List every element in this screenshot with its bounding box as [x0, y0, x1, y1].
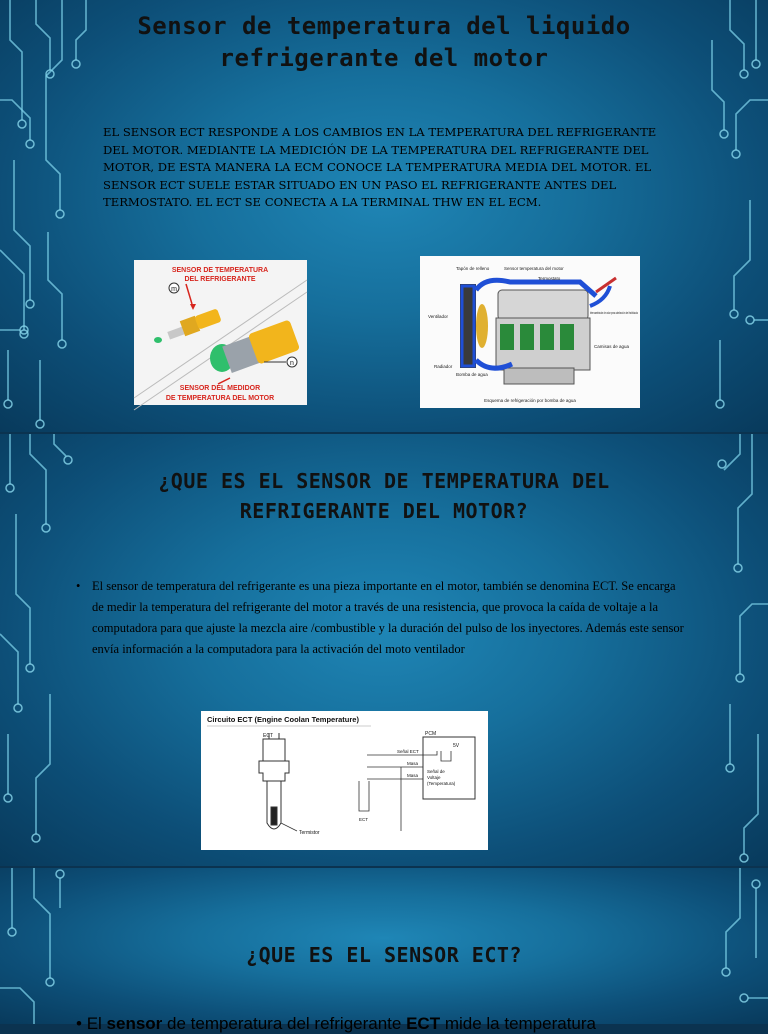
label-camisas: Camisas de agua [594, 344, 630, 349]
slide-1-body-text: EL SENSOR ECT RESPONDE A LOS CAMBIOS EN LA TEMPERATURA DEL REFRIGERANTE DEL MOTOR. MEDIANTE LA MEDICIÓN DE LA TEMPERATURA DEL REFRIGERANTE DEL MOTOR, DE ESTA MANERA LA ECM CONOCE LA TEMPERATURA MEDIA DEL MOTOR. EL SENSOR ECT SUELE ESTAR SITUADO EN UN PASO EL REFRIGERANTE ANTES DEL TERMOSTATO. EL ECT SE CONECTA A LA TERMINAL THW EN EL ECM. [103, 125, 657, 209]
ect-label: ECT [263, 733, 273, 739]
slide-1 [0, 0, 768, 432]
ect-sensor-image [134, 260, 307, 405]
engine-head-shape [498, 290, 588, 320]
slide-3-title: ¿QUE ES EL SENSOR ECT? [246, 943, 522, 967]
slide-2-bullet [76, 576, 686, 660]
slide-2-bullet-text: El sensor de temperatura del refrigerante es una pieza importante en el motor, también se denomina ECT. Se encarga de medir la temperatura del refrigerante del motor a través de una resistencia, que provoca la caída de voltaje a la computadora para que ajuste la mezcla aire /combustible y la duración del pulso de los inyectores. Además este sensor envía información a la computadora para la activación del moto ventilador [92, 579, 684, 656]
slide-2-title [0, 466, 768, 526]
ect-sensor-illustration [134, 260, 307, 405]
signal-label: Señal ECT [397, 749, 419, 754]
cooling-system-illustration [420, 256, 640, 408]
bullet-dot: • [76, 1014, 82, 1033]
slide-1-title-line-1: Sensor de temperatura del liquido [137, 12, 631, 40]
slide-3-bullet-bold-1: sensor [106, 1014, 163, 1033]
marker-n: n [290, 360, 294, 367]
cooling-caption: Esquema de refrigeración por bomba de agua [484, 398, 576, 403]
output-label-1: Señal de [427, 769, 445, 774]
slide-3-bullet-mid: de temperatura del refrigerante [162, 1014, 407, 1033]
sensor-bottom-label-1: SENSOR DEL MEDIDOR [179, 385, 261, 392]
pcm-label: PCM [425, 731, 437, 737]
ect-circuit-diagram [201, 711, 488, 850]
termistor-label: Termistor [299, 830, 320, 836]
output-label-3: (Temperatura) [427, 781, 456, 786]
cooling-system-image [420, 256, 640, 408]
label-bomba: Bomba de agua [456, 372, 488, 377]
label-sensor: Sensor temperatura del motor [504, 266, 564, 271]
marker-m: m [171, 286, 177, 293]
slide-1-title [0, 10, 768, 74]
output-label-2: Voltaje [427, 775, 441, 780]
slide-3-bullet-bold-2: ECT [406, 1014, 441, 1033]
bullet-dot: • [76, 579, 81, 593]
slide-1-title-line-2: refrigerante del motor [219, 44, 549, 72]
slide-2-title-line-2: REFRIGERANTE DEL MOTOR? [239, 499, 529, 523]
ect-circuit-illustration [201, 711, 488, 850]
label-intercambiador: Intercambiador de calor para calefacción del habitáculo [590, 310, 639, 315]
label-tapon: Tapón de relleno [456, 266, 490, 271]
ect-small-label: ECT [359, 817, 368, 822]
voltage-label: 5V [453, 743, 460, 749]
ground2-label: Masa [407, 773, 419, 778]
sensor-top-label-1: SENSOR DE TEMPERATURA [171, 267, 269, 274]
slide-3-bullet [76, 1014, 596, 1034]
sensor-bottom-label-2: DE TEMPERATURA DEL MOTOR [165, 395, 275, 402]
slide-2 [0, 434, 768, 866]
slide-3 [0, 868, 768, 1033]
label-ventilador: Ventilador [428, 314, 449, 319]
slide-3-bullet-start: El [86, 1014, 107, 1033]
diagram-title: Circuito ECT (Engine Coolan Temperature) [207, 715, 359, 724]
slide-3-bullet-end: mide la temperatura [440, 1014, 596, 1033]
slide-2-title-line-1: ¿QUE ES EL SENSOR DE TEMPERATURA DEL [158, 469, 610, 493]
label-radiador: Radiador [434, 364, 453, 369]
ground1-label: Masa [407, 761, 419, 766]
sensor-top-label-2: DEL REFRIGERANTE [184, 276, 256, 283]
fan-shape [476, 304, 488, 348]
label-termostato: Termostato [538, 276, 561, 281]
